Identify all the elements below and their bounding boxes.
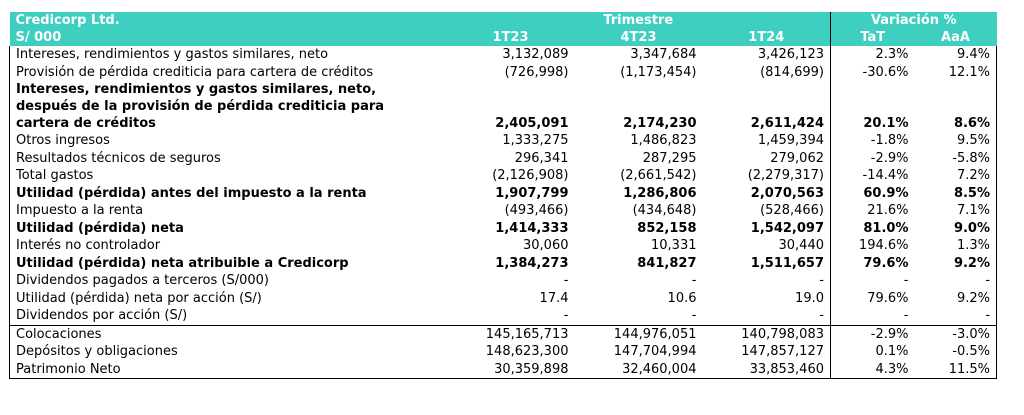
table-row bbox=[10, 307, 997, 325]
col-1t24: 1T24 bbox=[703, 29, 831, 46]
table-row bbox=[10, 325, 997, 343]
value-1t23: - bbox=[563, 308, 569, 323]
value-4t23: - bbox=[691, 308, 697, 323]
header-row-2 bbox=[10, 29, 997, 46]
value-1t23: 17.4 bbox=[539, 290, 569, 306]
table-row bbox=[10, 220, 997, 238]
table-row bbox=[10, 361, 997, 379]
value-1t23: 2,405,091 bbox=[495, 115, 569, 131]
value-1t23: - bbox=[563, 273, 569, 288]
income-statement bbox=[9, 12, 996, 379]
value-1t24: (528,466) bbox=[703, 202, 831, 220]
value-4t23: 32,460,004 bbox=[575, 361, 703, 379]
value-aaa: 7.1% bbox=[915, 202, 997, 220]
row-label: Colocaciones bbox=[10, 325, 447, 343]
value-1t24: 3,426,123 bbox=[703, 46, 831, 64]
row-label: Depósitos y obligaciones bbox=[10, 343, 447, 361]
value-tat: -2.9% bbox=[870, 150, 909, 166]
value-tat: 2.3% bbox=[875, 47, 909, 62]
value-4t23: 3,347,684 bbox=[630, 47, 697, 62]
row-label: Intereses, rendimientos y gastos similares, neto, después de la provisión de pérdida crediticia para cartera de créditos bbox=[10, 81, 447, 132]
value-4t23: 841,827 bbox=[637, 255, 697, 271]
row-label: Intereses, rendimientos y gastos similares, neto bbox=[10, 46, 447, 64]
value-1t23: 3,132,089 bbox=[502, 47, 569, 62]
value-aaa: 9.2% bbox=[915, 290, 997, 308]
value-tat: -1.8% bbox=[870, 133, 909, 148]
value-4t23: 10,331 bbox=[651, 238, 697, 253]
value-1t23: 296,341 bbox=[514, 150, 569, 166]
value-tat: -14.4% bbox=[862, 168, 909, 183]
value-aaa: 9.5% bbox=[915, 132, 997, 150]
value-1t24: 147,857,127 bbox=[703, 343, 831, 361]
table-row bbox=[10, 132, 997, 150]
value-4t23: (434,648) bbox=[632, 203, 697, 218]
value-aaa: -3.0% bbox=[915, 325, 997, 343]
row-label: Otros ingresos bbox=[10, 132, 447, 150]
value-4t23: (2,661,542) bbox=[620, 168, 697, 183]
value-aaa: -0.5% bbox=[915, 343, 997, 361]
value-aaa: 8.5% bbox=[915, 185, 997, 203]
table-row bbox=[10, 290, 997, 308]
value-1t23: 30,060 bbox=[523, 238, 569, 253]
table-row bbox=[10, 167, 997, 185]
value-1t24: 1,511,657 bbox=[703, 255, 831, 273]
income-table bbox=[9, 12, 997, 379]
table-row bbox=[10, 272, 997, 290]
value-1t24: (814,699) bbox=[703, 64, 831, 82]
table-row bbox=[10, 150, 997, 168]
value-1t23: (2,126,908) bbox=[492, 168, 569, 183]
value-1t24: 33,853,460 bbox=[703, 361, 831, 379]
value-4t23: 1,486,823 bbox=[630, 133, 697, 148]
value-1t24: 1,459,394 bbox=[703, 132, 831, 150]
value-1t23: 1,907,799 bbox=[495, 185, 569, 201]
value-tat: 20.1% bbox=[863, 115, 909, 131]
value-aaa: 11.5% bbox=[915, 361, 997, 379]
table-row bbox=[10, 81, 997, 132]
value-aaa: 9.4% bbox=[915, 46, 997, 64]
table-row bbox=[10, 202, 997, 220]
value-1t23: (726,998) bbox=[504, 64, 569, 80]
table-row bbox=[10, 185, 997, 203]
row-label: Utilidad (pérdida) neta por acción (S/) bbox=[10, 290, 447, 308]
value-1t24: (2,279,317) bbox=[703, 167, 831, 185]
row-label: Utilidad (pérdida) neta bbox=[10, 220, 447, 238]
value-4t23: 144,976,051 bbox=[575, 325, 703, 343]
value-tat: -30.6% bbox=[862, 64, 909, 80]
value-1t24: 279,062 bbox=[703, 150, 831, 168]
value-tat: -2.9% bbox=[831, 325, 915, 343]
row-label: Patrimonio Neto bbox=[10, 361, 447, 379]
value-aaa: 12.1% bbox=[915, 64, 997, 82]
table-row bbox=[10, 343, 997, 361]
value-1t23: 30,359,898 bbox=[447, 361, 575, 379]
row-label: Provisión de pérdida crediticia para cartera de créditos bbox=[10, 64, 447, 82]
value-aaa: -5.8% bbox=[915, 150, 997, 168]
value-1t23: 1,333,275 bbox=[502, 133, 569, 148]
value-aaa: 9.0% bbox=[915, 220, 997, 238]
value-4t23: 10.6 bbox=[667, 290, 697, 306]
value-4t23: 1,286,806 bbox=[623, 185, 697, 201]
value-4t23: 2,174,230 bbox=[623, 115, 697, 131]
trimestre-group: Trimestre bbox=[447, 12, 831, 29]
value-1t23: 148,623,300 bbox=[485, 344, 569, 359]
value-tat: 0.1% bbox=[875, 344, 909, 359]
value-1t24: 30,440 bbox=[703, 237, 831, 255]
value-tat: 79.6% bbox=[867, 290, 909, 306]
row-label: Dividendos pagados a terceros (S/000) bbox=[10, 272, 447, 290]
value-1t24: 19.0 bbox=[703, 290, 831, 308]
value-tat: 79.6% bbox=[863, 255, 909, 271]
value-aaa: - bbox=[915, 307, 997, 325]
value-1t23: 145,165,713 bbox=[447, 325, 575, 343]
value-aaa: 1.3% bbox=[915, 237, 997, 255]
value-tat: - bbox=[903, 273, 909, 288]
value-aaa: 9.2% bbox=[915, 255, 997, 273]
value-aaa: 7.2% bbox=[915, 167, 997, 185]
row-label: Impuesto a la renta bbox=[10, 202, 447, 220]
value-1t24: 2,611,424 bbox=[703, 81, 831, 132]
row-label: Utilidad (pérdida) neta atribuible a Credicorp bbox=[10, 255, 447, 273]
col-4t23: 4T23 bbox=[575, 29, 703, 46]
value-1t24: 140,798,083 bbox=[703, 325, 831, 343]
value-4t23: 287,295 bbox=[642, 150, 697, 166]
value-4t23: 852,158 bbox=[637, 220, 697, 236]
value-4t23: 147,704,994 bbox=[613, 344, 697, 359]
value-1t24: - bbox=[703, 307, 831, 325]
value-tat: - bbox=[903, 308, 909, 323]
value-1t24: - bbox=[703, 272, 831, 290]
value-1t23: 1,414,333 bbox=[495, 220, 569, 236]
col-tat: TaT bbox=[831, 29, 915, 46]
unit-label: S/ 000 bbox=[10, 29, 447, 46]
value-1t23: 1,384,273 bbox=[495, 255, 569, 271]
row-label: Dividendos por acción (S/) bbox=[10, 307, 447, 325]
variacion-group: Variación % bbox=[831, 12, 997, 29]
row-label: Interés no controlador bbox=[10, 237, 447, 255]
value-4t23: - bbox=[691, 273, 697, 288]
row-label: Resultados técnicos de seguros bbox=[10, 150, 447, 168]
value-aaa: 8.6% bbox=[915, 81, 997, 132]
col-aaa: AaA bbox=[915, 29, 997, 46]
header-row-1 bbox=[10, 12, 997, 29]
value-1t24: 2,070,563 bbox=[703, 185, 831, 203]
value-aaa: - bbox=[915, 272, 997, 290]
company-name: Credicorp Ltd. bbox=[10, 12, 447, 29]
value-1t24: 1,542,097 bbox=[703, 220, 831, 238]
value-tat: 81.0% bbox=[863, 220, 909, 236]
value-tat: 194.6% bbox=[858, 238, 909, 253]
col-1t23: 1T23 bbox=[447, 29, 575, 46]
value-tat: 4.3% bbox=[831, 361, 915, 379]
value-tat: 60.9% bbox=[863, 185, 909, 201]
value-4t23: (1,173,454) bbox=[620, 64, 697, 80]
table-body bbox=[10, 46, 997, 379]
row-label: Utilidad (pérdida) antes del impuesto a la renta bbox=[10, 185, 447, 203]
table-row bbox=[10, 255, 997, 273]
row-label: Total gastos bbox=[10, 167, 447, 185]
value-1t23: (493,466) bbox=[504, 203, 569, 218]
value-tat: 21.6% bbox=[867, 203, 909, 218]
table-row bbox=[10, 46, 997, 64]
table-row bbox=[10, 64, 997, 82]
table-row bbox=[10, 237, 997, 255]
